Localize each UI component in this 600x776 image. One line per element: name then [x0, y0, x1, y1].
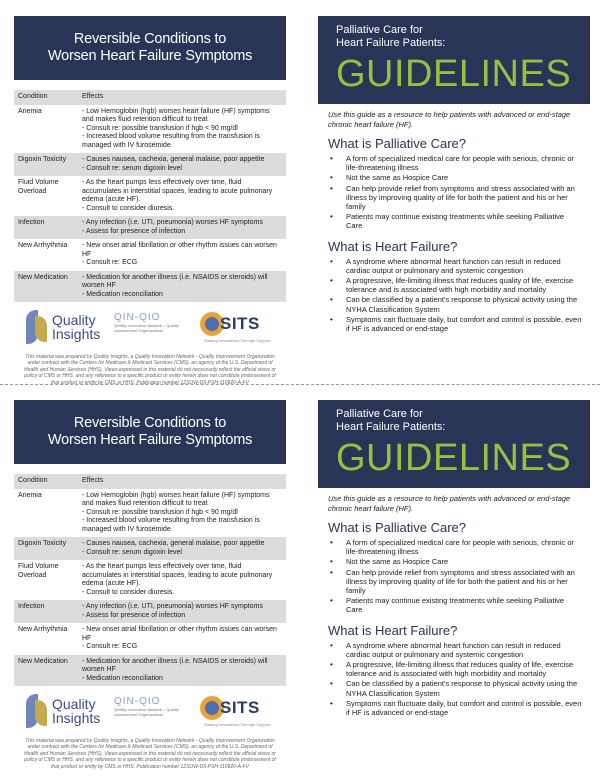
list-item: • A syndrome where abnormal heart function can result in reduced cardiac output or pulmonary and systemic congestion — [330, 641, 582, 659]
list-item: • Can be classified by a patient's response to physical activity using the NYHA Classification System — [330, 295, 582, 313]
effects-cell — [78, 489, 286, 538]
effects-cell — [78, 600, 286, 623]
condition-cell: Infection — [14, 600, 78, 623]
effect-line: - Consult re: serum digoxin level — [82, 164, 182, 172]
list-item: • A form of specialized medical care for people with serious, chronic or life-threatening illness — [330, 538, 582, 556]
logo-sits-word: SITS — [220, 314, 260, 333]
effect-line: - Consult re: possible transfusion if hgb < 90 mg/dl — [82, 124, 238, 132]
card-banner — [14, 400, 286, 464]
effect-line: - Low Hemoglobin (hgb) worses heart failure (HF) symptoms and makes fluid retention difficult to treat — [82, 107, 270, 123]
table-row — [14, 537, 286, 560]
effects-cell — [78, 153, 286, 176]
effect-line: - New onset atrial fibrillation or other rhythm issues can worsen HF — [82, 626, 277, 642]
banner-sub-line1: Palliative Care for — [336, 408, 423, 420]
list-item: • A form of specialized medical care for people with serious, chronic or life-threatening illness — [330, 154, 582, 172]
bullet-list — [318, 538, 590, 615]
effect-line: - Increased blood volume resulting from the transfusion is managed with IV furosemide — [82, 517, 260, 533]
logo-qin-title: QIN-QIO — [114, 696, 161, 707]
quality-insights-mark-icon — [26, 694, 48, 728]
logo-qi-line2: Insights — [52, 710, 101, 726]
table-header-row — [14, 90, 286, 105]
quality-insights-logo — [26, 310, 100, 344]
banner-big-title: GUIDELINES — [336, 53, 572, 95]
list-item: • Can be classified by a patient's response to physical activity using the NYHA Classification System — [330, 679, 582, 697]
effect-line: - Consult re: ECG — [82, 643, 138, 650]
table-header-row — [14, 474, 286, 489]
condition-cell: Digoxin Toxicity — [14, 537, 78, 560]
table-row — [14, 176, 286, 216]
effect-line: - As the heart pumps less effectively over time, fluid accumulates in interstitial spaces, leading to acute pulmonary edema (acute HF). — [82, 179, 273, 203]
effects-cell — [78, 105, 286, 154]
banner-sub-line2: Heart Failure Patients: — [336, 37, 446, 49]
banner-title-line1: Reversible Conditions to — [73, 31, 227, 47]
effect-line: - Any infection (i.e. UTI, pneumonia) worses HF symptoms — [82, 603, 263, 610]
palliative-care-card-bottom — [318, 400, 590, 760]
effect-line: - New onset atrial fibrillation or other rhythm issues can worsen HF — [82, 242, 277, 258]
condition-cell: New Medication — [14, 271, 78, 303]
effect-line: - Causes nausea, cachexia, general malaise, poor appetite — [82, 156, 265, 163]
effects-cell — [78, 239, 286, 271]
table-row — [14, 489, 286, 538]
list-item: • Patients may continue existing treatments while seeking Palliative Care — [330, 212, 582, 230]
header-condition: Condition — [14, 474, 78, 489]
conditions-table — [14, 474, 286, 686]
logo-sits-tag: Sharing Innovations Through Support — [204, 722, 271, 727]
effect-line: - Assess for presence of infection — [82, 611, 186, 619]
effect-line: - Consult to consider diuresis. — [82, 204, 175, 212]
logo-qin-small: Quality Innovation Network – Quality Improvement Organizations — [114, 707, 179, 717]
table-row — [14, 623, 286, 655]
list-item: • Symptoms can fluctuate daily, but comfort and control is possible, even if HF is advanced or end-stage — [330, 315, 582, 333]
bullet-list — [318, 154, 590, 231]
effects-cell — [78, 176, 286, 216]
banner-sub-line2: Heart Failure Patients: — [336, 421, 446, 433]
intro-text: Use this guide as a resource to help patients with advanced or end-stage chronic heart failure (HF). — [328, 110, 571, 129]
effect-line: - Medication reconciliation — [82, 290, 163, 298]
sits-logo — [200, 310, 274, 348]
effect-line: - Consult to consider diuresis. — [82, 588, 175, 596]
effect-line: - Any infection (i.e. UTI, pneumonia) worses HF symptoms — [82, 219, 263, 226]
logo-qi-line1: Quality — [52, 312, 96, 328]
condition-cell: Fluid Volume Overload — [18, 179, 59, 195]
disclaimer: This material was prepared by Quality Insights, a Quality Innovation Network - Quality Improvement Organization under contract with the Centers for Medicare & Medicaid Services (CMS), an agency of the U.S. Department of Health and Human Services (HHS). Views expressed in this material do not necessarily reflect the official views or policy of CMS or HHS, and any reference to a specific product or entity herein does not constitute endorsement of that product or entity by CMS or HHS. Publication number 12SOW-D5-PSH-110820-A-FV — [24, 354, 276, 386]
effects-cell — [78, 623, 286, 655]
condition-cell: Fluid Volume Overload — [18, 563, 59, 579]
effects-cell — [78, 560, 286, 600]
section-heading: What is Heart Failure? — [328, 238, 458, 254]
logo-sits-tag: Sharing Innovations Through Support — [204, 338, 271, 343]
disclaimer: This material was prepared by Quality Insights, a Quality Innovation Network - Quality Improvement Organization under contract with the Centers for Medicare & Medicaid Services (CMS), an agency of the U.S. Department of Health and Human Services (HHS). Views expressed in this material do not necessarily reflect the official views or policy of CMS or HHS, and any reference to a specific product or entity herein does not constitute endorsement of that product or entity by CMS or HHS. Publication number 12SOW-D5-PSH-110820-A-FV — [24, 738, 276, 770]
banner-sub-line1: Palliative Care for — [336, 24, 423, 36]
quality-insights-logo — [26, 694, 100, 728]
list-item: • Can help provide relief from symptoms and stress associated with an illness by improving quality of life for both the patient and his or her family — [330, 568, 582, 596]
section-heading: What is Palliative Care? — [328, 136, 466, 151]
condition-cell: Anemia — [18, 107, 42, 115]
table-row — [14, 655, 286, 687]
reversible-conditions-card-bottom — [14, 400, 286, 770]
table-row — [14, 105, 286, 154]
qin-qio-logo — [114, 312, 186, 333]
list-item: • Not the same as Hospice Care — [330, 557, 582, 566]
banner-big-title: GUIDELINES — [336, 437, 572, 479]
section-heading: What is Palliative Care? — [328, 520, 466, 535]
condition-cell: Infection — [14, 216, 78, 239]
effect-line: - Assess for presence of infection — [82, 227, 186, 235]
card-banner — [14, 16, 286, 80]
header-condition: Condition — [14, 90, 78, 105]
card-banner — [318, 16, 590, 104]
list-item: • Can help provide relief from symptoms and stress associated with an illness by improving quality of life for both the patient and his or her family — [330, 184, 582, 212]
quality-insights-mark-icon — [26, 310, 48, 344]
condition-cell: Digoxin Toxicity — [14, 153, 78, 176]
list-item: • A syndrome where abnormal heart function can result in reduced cardiac output or pulmonary and systemic congestion — [330, 257, 582, 275]
effect-line: - Low Hemoglobin (hgb) worses heart failure (HF) symptoms and makes fluid retention difficult to treat — [82, 491, 270, 507]
logo-qin-small: Quality Innovation Network – Quality Improvement Organizations — [114, 323, 179, 333]
logo-qin-title: QIN-QIO — [114, 312, 161, 323]
effects-cell — [78, 537, 286, 560]
banner-title-line2: Worsen Heart Failure Symptoms — [47, 48, 253, 64]
effect-line: - Causes nausea, cachexia, general malaise, poor appetite — [82, 540, 265, 547]
logo-sits-word: SITS — [220, 698, 260, 717]
list-item: • Not the same as Hospice Care — [330, 173, 582, 182]
condition-cell: New Medication — [14, 655, 78, 687]
effect-line: - Consult re: ECG — [82, 259, 138, 266]
effects-cell — [78, 271, 286, 303]
table-row — [14, 239, 286, 271]
effect-line: - Consult re: serum digoxin level — [82, 548, 182, 556]
logo-qi-line1: Quality — [52, 696, 96, 712]
table-row — [14, 271, 286, 303]
list-item: • Patients may continue existing treatments while seeking Palliative Care — [330, 596, 582, 614]
intro-text: Use this guide as a resource to help patients with advanced or end-stage chronic heart failure (HF). — [328, 494, 571, 513]
reversible-conditions-card-top — [14, 16, 286, 386]
bullet-list — [318, 641, 590, 718]
conditions-table — [14, 90, 286, 302]
header-effects: Effects — [78, 474, 286, 489]
effect-line: - Increased blood volume resulting from the transfusion is managed with IV furosemide — [82, 133, 260, 149]
table-row — [14, 153, 286, 176]
logo-qi-line2: Insights — [52, 326, 101, 342]
effects-cell — [78, 655, 286, 687]
condition-cell: Anemia — [18, 491, 42, 499]
palliative-care-card-top — [318, 16, 590, 376]
list-item: • A progressive, life-limiting illness that reduces quality of life, exercise tolerance and is associated with high morbidity and mortality — [330, 276, 582, 294]
table-row — [14, 560, 286, 600]
banner-title-line1: Reversible Conditions to — [73, 415, 227, 431]
effect-line: - Medication reconciliation — [82, 674, 163, 682]
table-row — [14, 216, 286, 239]
qin-qio-logo — [114, 696, 186, 717]
condition-cell: New Arrhythmia — [18, 242, 68, 249]
logos-row — [14, 692, 286, 736]
banner-title-line2: Worsen Heart Failure Symptoms — [47, 432, 253, 448]
effect-line: - As the heart pumps less effectively over time, fluid accumulates in interstitial spaces, leading to acute pulmonary edema (acute HF). — [82, 563, 273, 587]
effect-line: - Consult re: possible transfusion if hgb < 90 mg/dl — [82, 508, 238, 516]
effect-line: - Medication for another illness (i.e. NSAIDS or steroids) will worsen HF — [82, 657, 268, 673]
condition-cell: New Arrhythmia — [18, 626, 68, 633]
list-item: • A progressive, life-limiting illness that reduces quality of life, exercise tolerance and is associated with high morbidity and mortality — [330, 660, 582, 678]
card-banner — [318, 400, 590, 488]
header-effects: Effects — [78, 90, 286, 105]
section-heading: What is Heart Failure? — [328, 622, 458, 638]
logos-row — [14, 308, 286, 352]
effects-cell — [78, 216, 286, 239]
bullet-list — [318, 257, 590, 334]
list-item: • Symptoms can fluctuate daily, but comfort and control is possible, even if HF is advanced or end-stage — [330, 699, 582, 717]
sits-logo — [200, 694, 274, 732]
effect-line: - Medication for another illness (i.e. NSAIDS or steroids) will worsen HF — [82, 273, 268, 289]
table-row — [14, 600, 286, 623]
